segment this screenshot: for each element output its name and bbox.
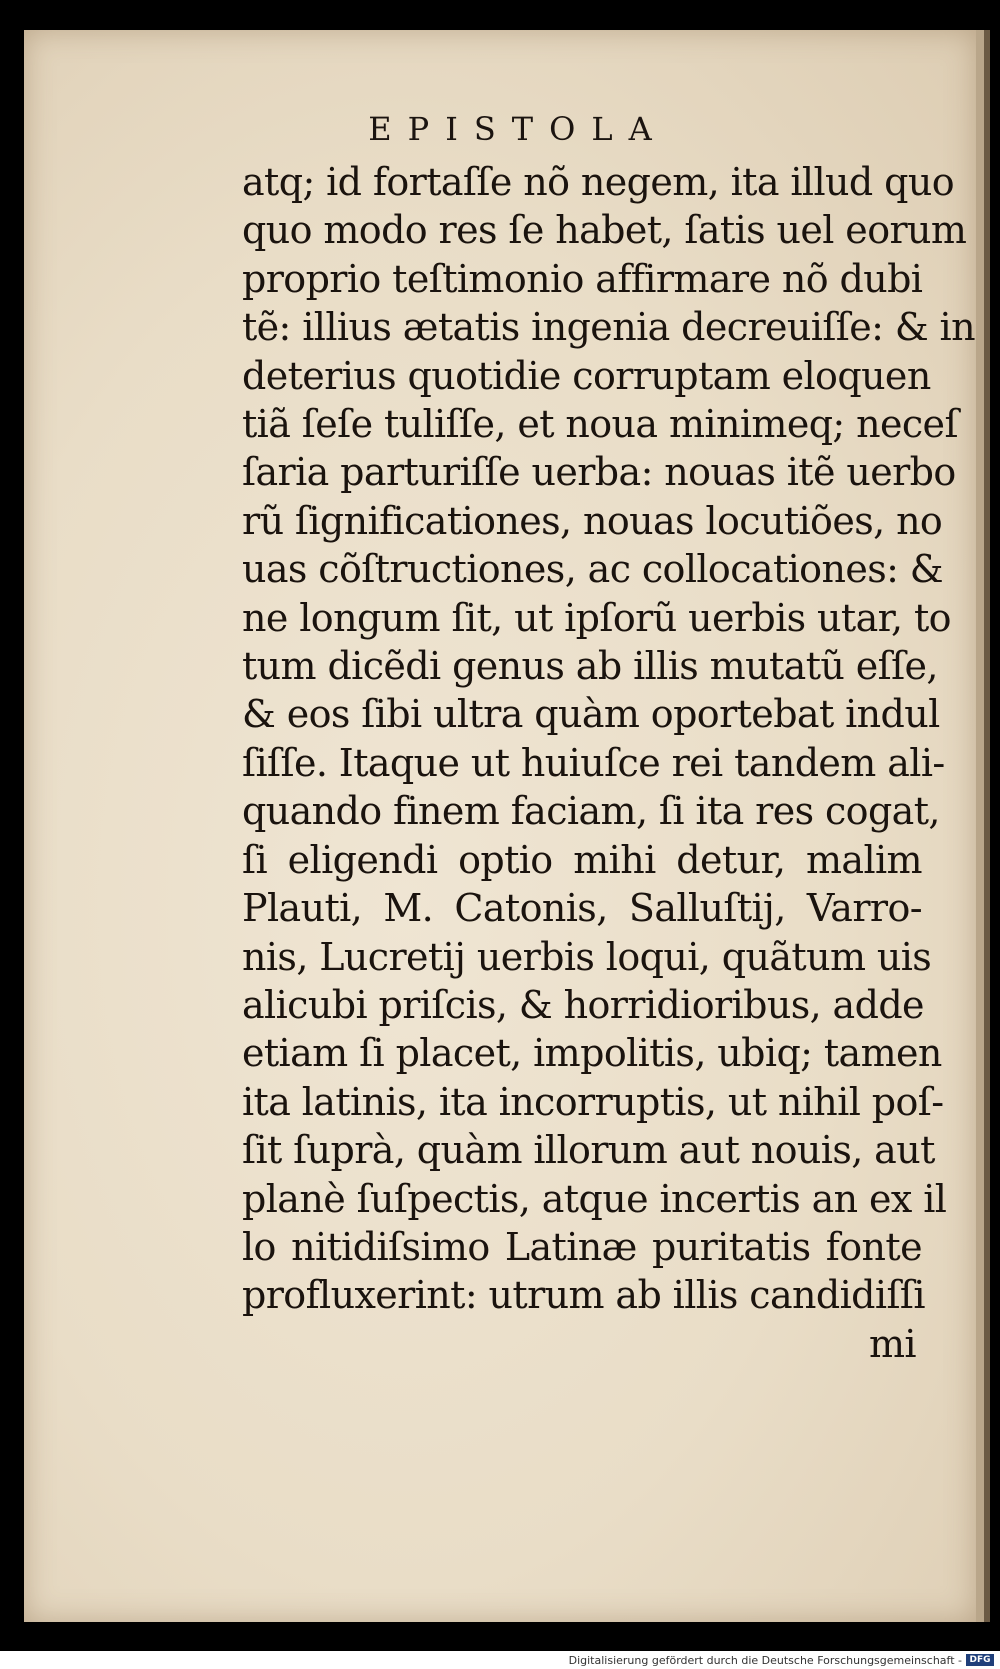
dfg-logo: DFG [966, 1654, 994, 1666]
text-line: quo modo res ſe habet, ſatis uel eorum [242, 208, 967, 253]
page-edge [984, 30, 990, 1622]
text-line: nis, Lucretij uerbis loqui, quãtum uis [242, 934, 932, 979]
text-line: ne longum ſit, ut ipſorũ uerbis utar, to [242, 595, 951, 640]
text-line: atq; id fortaſſe nõ negem, ita illud quo [242, 160, 954, 204]
running-head: EPISTOLA [368, 110, 668, 148]
text-line: lo nitidiſsimo Latinæ puritatis fonte [242, 1224, 922, 1269]
book-page [24, 30, 986, 1622]
text-line: tẽ: illius ætatis ingenia decreuiſſe: & in [242, 305, 975, 350]
text-line: tiã ſeſe tuliſſe, et noua minimeq; neceſ [242, 402, 958, 447]
text-line: ſaria parturiſſe uerba: nouas itẽ uerbo [242, 450, 956, 495]
text-line: Plauti, M. Catonis, Salluſtij, Varro- [242, 886, 922, 931]
text-line: proprio teſtimonio affirmare nõ dubi [242, 256, 923, 301]
text-line: rũ ſignificationes, nouas locutiões, no [242, 498, 943, 543]
text-line: alicubi priſcis, & horridioribus, adde [242, 982, 924, 1027]
text-line: ſi eligendi optio mihi detur, malim [242, 837, 922, 882]
digitization-credit: Digitalisierung gefördert durch die Deutsche Forschungsgemeinschaft - [568, 1654, 962, 1667]
text-line: deterius quotidie corruptam eloquen [242, 353, 931, 398]
text-line: etiam ſi placet, impolitis, ubiq; tamen [242, 1031, 942, 1076]
catchword: mi [869, 1321, 916, 1366]
text-line: planè ſuſpectis, atque incertis an ex il [242, 1176, 947, 1221]
text-line: quando finem faciam, ſi ita res cogat, [242, 789, 940, 834]
text-line: profluxerint: utrum ab illis candidiſſi [242, 1273, 925, 1318]
text-line: tum dicẽdi genus ab illis mutatũ eſſe, [242, 644, 938, 689]
text-line: ita latinis, ita incorruptis, ut nihil poſ- [242, 1079, 944, 1124]
footer-bar [0, 1651, 1000, 1669]
text-line: ſiſſe. Itaque ut huiuſce rei tandem ali- [242, 740, 945, 785]
text-line: uas cõſtructiones, ac collocationes: & [242, 547, 944, 592]
text-line: & eos ſibi ultra quàm oportebat indul [242, 692, 940, 737]
text-line: ſit ſuprà, quàm illorum aut nouis, aut [242, 1128, 935, 1173]
text-block [242, 158, 975, 1368]
